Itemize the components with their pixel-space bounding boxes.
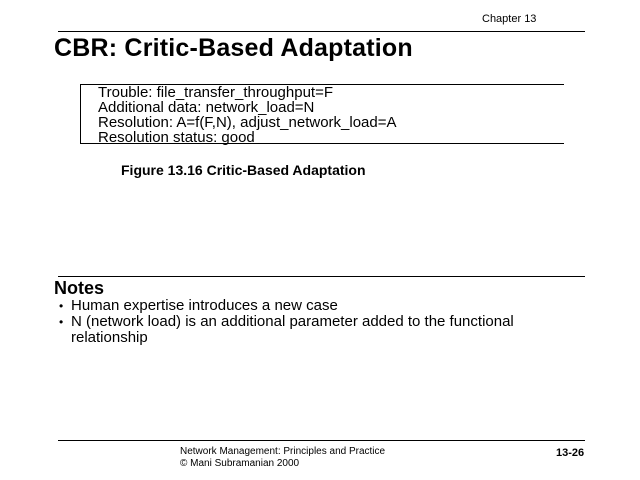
case-resolution-status-line: Resolution status: good	[98, 129, 255, 146]
top-divider	[58, 31, 585, 32]
case-box	[80, 84, 564, 144]
note-text: Human expertise introduces a new case	[71, 297, 338, 314]
figure-caption: Figure 13.16 Critic-Based Adaptation	[121, 162, 366, 178]
footer-copyright: © Mani Subramanian 2000	[180, 458, 300, 469]
note-text: N (network load) is an additional parameter added to the functional relationship	[71, 313, 514, 346]
bullet-icon: •	[59, 315, 64, 329]
bullet-icon: •	[59, 299, 64, 313]
chapter-label: Chapter 13	[482, 13, 537, 25]
footer-divider	[58, 440, 585, 441]
slide-title: CBR: Critic-Based Adaptation	[54, 34, 413, 62]
notes-heading: Notes	[54, 278, 105, 298]
notes-divider	[58, 276, 585, 277]
notes-list	[58, 298, 578, 346]
list-item	[58, 298, 578, 314]
page-number: 13-26	[556, 447, 585, 459]
list-item	[58, 314, 578, 346]
case-additional-data-line: Additional data: network_load=N	[98, 99, 315, 116]
case-resolution-line: Resolution: A=f(F,N), adjust_network_load=A	[98, 114, 397, 131]
footer-book-title: Network Management: Principles and Practice	[180, 446, 386, 457]
case-trouble-line: Trouble: file_transfer_throughput=F	[98, 84, 333, 101]
